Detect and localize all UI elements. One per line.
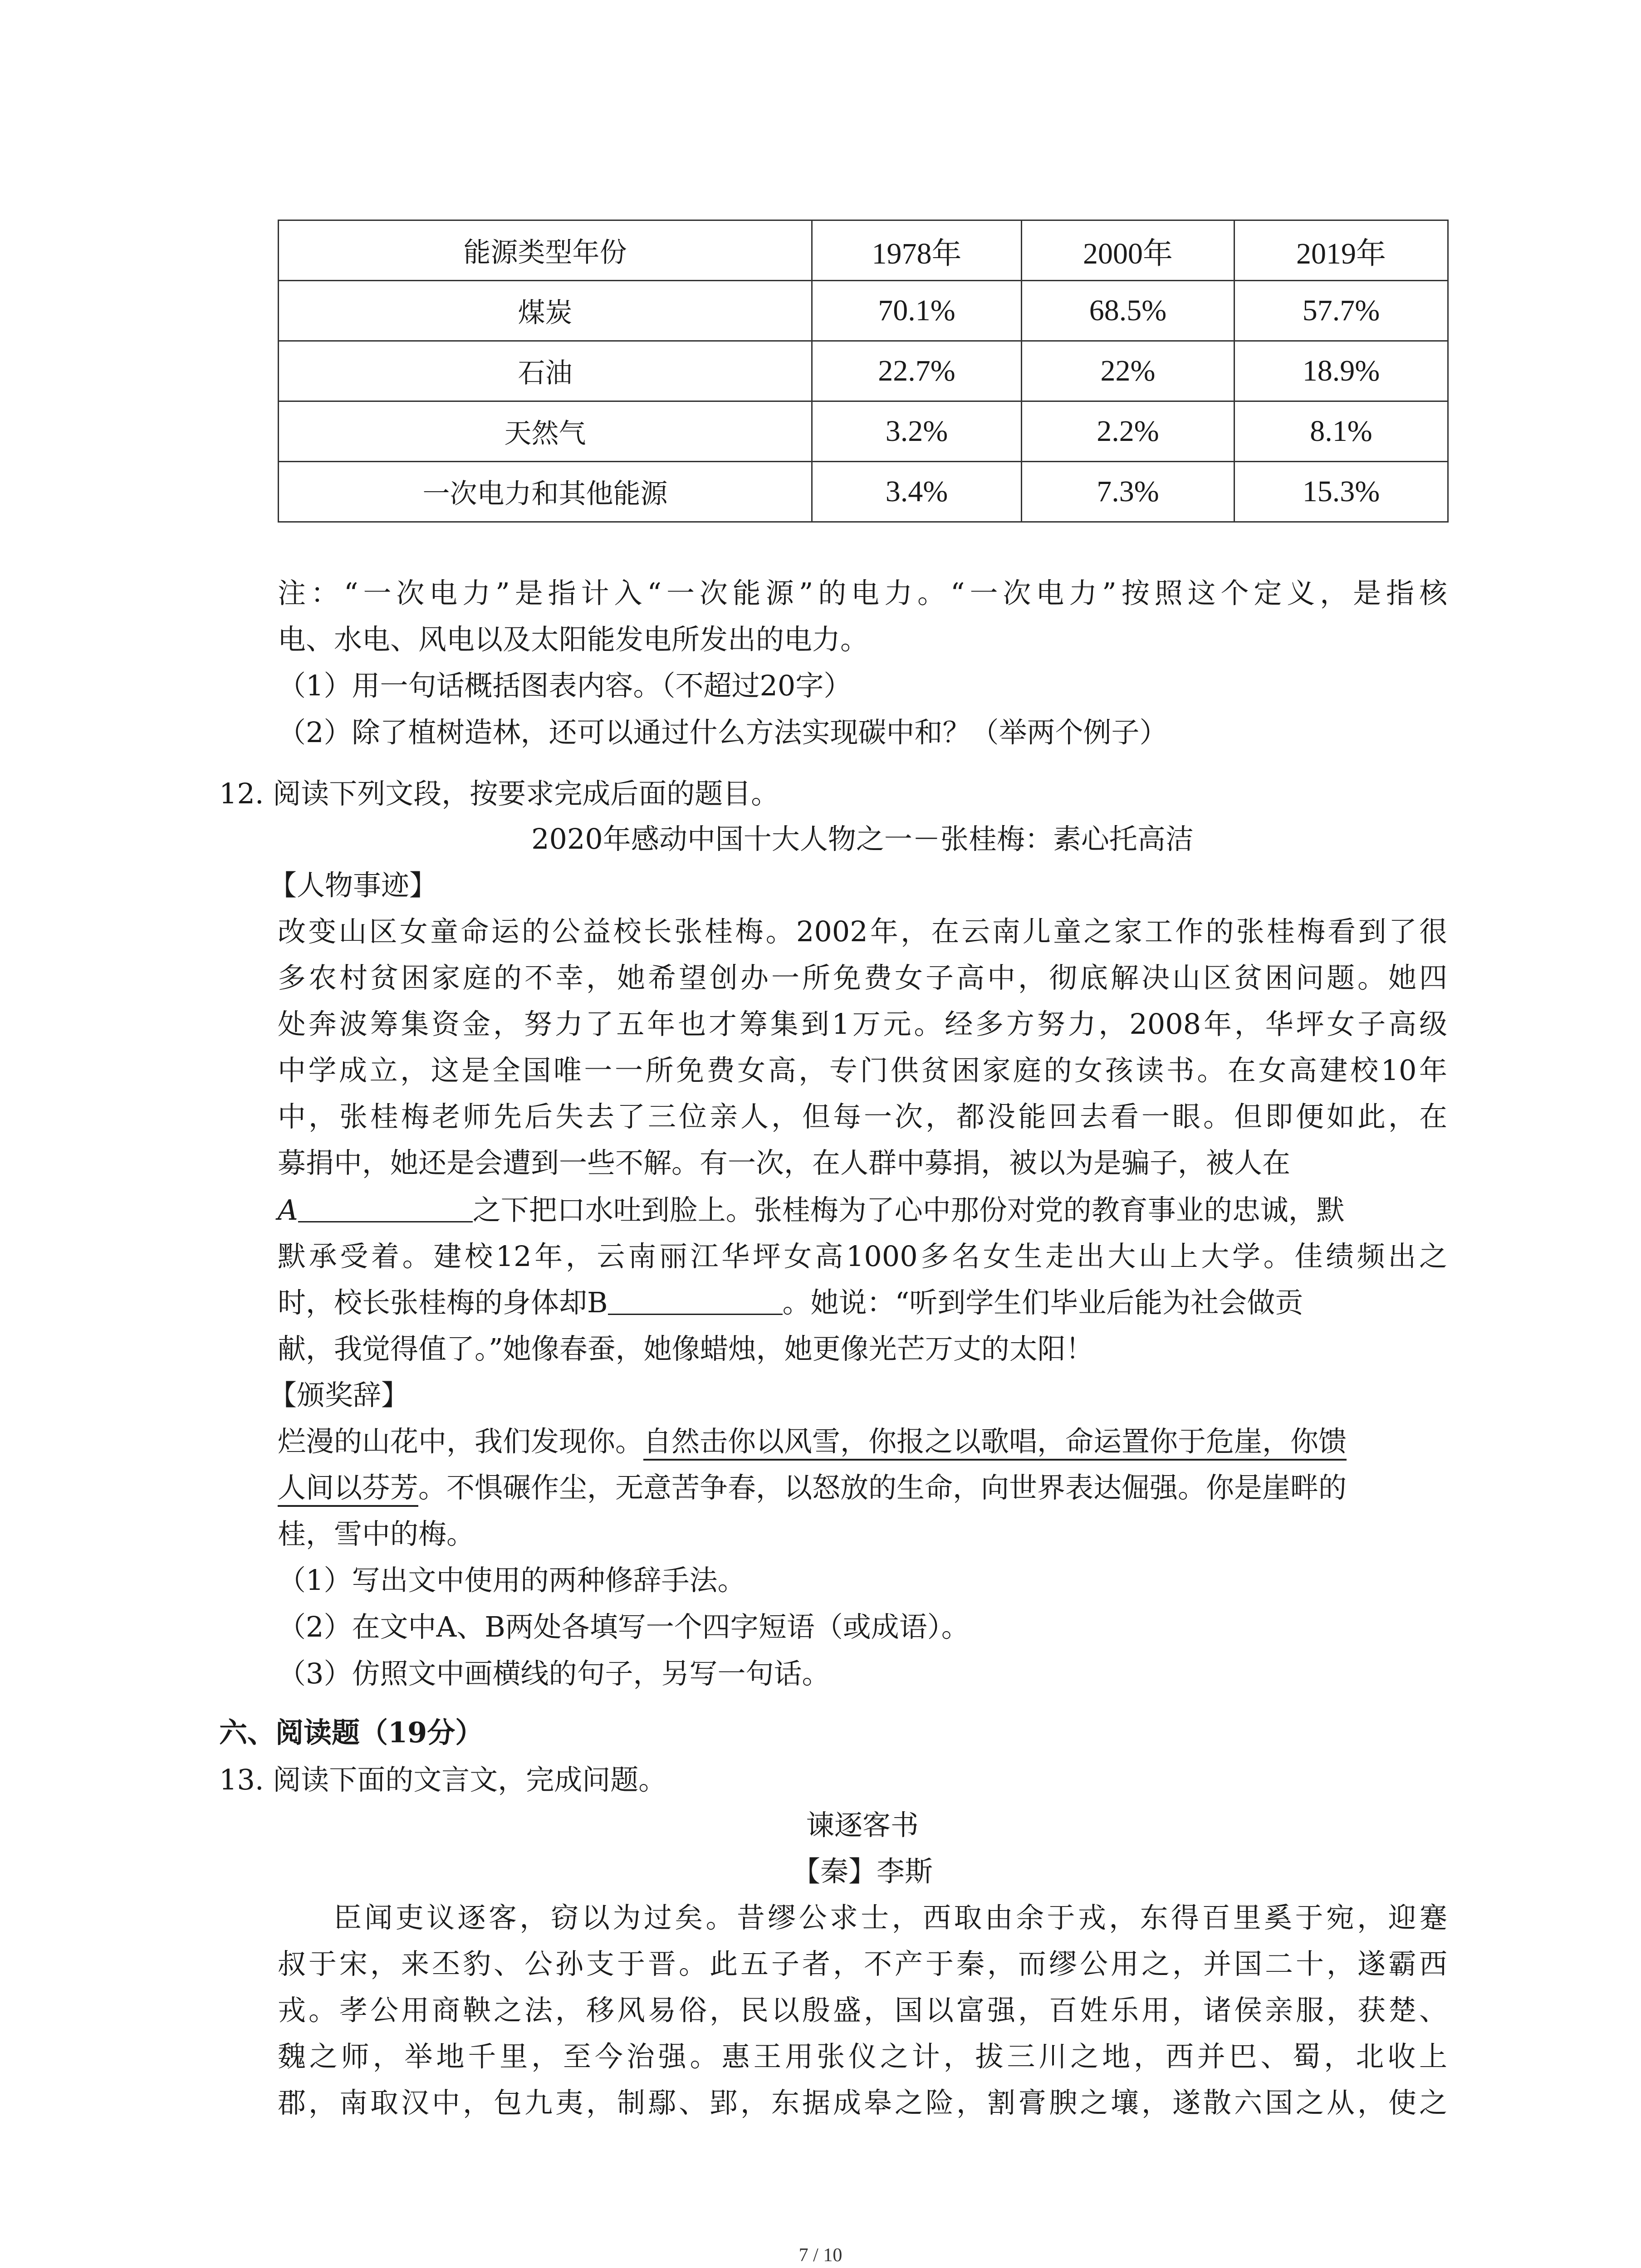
passage-line: 处奔波筹集资金，努力了五年也才筹集到1万元。经多方努力，2008年，华坪女子高级	[278, 1007, 1447, 1041]
table-row	[279, 341, 1448, 401]
passage-text: 。不惧碾作尘，无意苦争春，以怒放的生命，向世界表达倔强。你是崖畔的	[418, 1471, 1347, 1504]
passage-text: 。她说：“听到学生们毕业后能为社会做贡	[782, 1286, 1303, 1319]
passage-line: 募捐中，她还是会遭到一些不解。有一次，在人群中募捐，被以为是骗子，被人在	[278, 1146, 1291, 1179]
page-number: 7 / 10	[798, 2245, 843, 2266]
table-cell: 22%	[1022, 341, 1234, 401]
passage-line: 改变山区女童命运的公益校长张桂梅。2002年，在云南儿童之家工作的张桂梅看到了很	[278, 915, 1447, 948]
classical-text-line: 魏之师，举地千里，至今治强。惠王用张仪之计，拔三川之地，西并巴、蜀，北收上	[278, 2040, 1447, 2073]
passage-text: 时，校长张桂梅的身体却B	[278, 1286, 608, 1319]
passage-line: 默承受着。建校12年，云南丽江华坪女高1000多名女生走出大山上大学。佳绩频出之	[278, 1240, 1447, 1273]
table-row	[279, 462, 1448, 522]
question-stem: 12. 阅读下列文段，按要求完成后面的题目。	[219, 777, 779, 810]
passage-line	[278, 1285, 1303, 1321]
underlined-sentence: 人间以芬芳	[278, 1471, 418, 1507]
table-cell: 68.5%	[1022, 281, 1234, 341]
blank-label-a: A	[278, 1193, 298, 1227]
table-cell: 石油	[279, 341, 812, 401]
passage-line: 多农村贫困家庭的不幸，她希望创办一所免费女子高中，彻底解决山区贫困问题。她四	[278, 961, 1447, 994]
table-cell: 8.1%	[1234, 401, 1448, 462]
classical-text-line: 郡，南取汉中，包九夷，制鄢、郢，东据成皋之险，割膏腴之壤，遂散六国之从，使之	[278, 2086, 1447, 2119]
passage-title: 谏逐客书	[806, 1809, 919, 1842]
passage-line: 中，张桂梅老师先后失去了三位亲人，但每一次，都没能回去看一眼。但即便如此，在	[278, 1100, 1447, 1133]
table-header-row	[279, 220, 1448, 281]
question-stem: 13. 阅读下面的文言文，完成问题。	[219, 1763, 667, 1796]
passage-title: 2020年感动中国十大人物之一－张桂梅：素心托高洁	[531, 822, 1194, 855]
blank-a[interactable]	[298, 1194, 473, 1222]
underlined-sentence: 自然击你以风雪，你报之以歌唱，命运置你于危崖，你馈	[643, 1425, 1347, 1461]
section-title: 六、阅读题（19分）	[219, 1716, 484, 1749]
classical-text-line: 臣闻吏议逐客，窃以为过矣。昔缪公求士，西取由余于戎，东得百里奚于宛，迎蹇	[333, 1901, 1447, 1934]
sub-question: （1）用一句话概括图表内容。（不超过20字）	[278, 669, 852, 702]
energy-table	[278, 220, 1449, 523]
passage-line	[278, 1192, 1345, 1228]
table-header-cell: 能源类型年份	[279, 220, 812, 281]
table-header-cell: 2000年	[1022, 220, 1234, 281]
table-row	[279, 401, 1448, 462]
table-cell: 煤炭	[279, 281, 812, 341]
passage-line: 献，我觉得值了。”她像春蚕，她像蜡烛，她更像光芒万丈的太阳！	[278, 1332, 1094, 1365]
passage-text: 烂漫的山花中，我们发现你。	[278, 1425, 644, 1458]
table-cell: 22.7%	[812, 341, 1022, 401]
passage-author: 【秦】李斯	[792, 1855, 933, 1888]
passage-line: 中学成立，这是全国唯一一所免费女高，专门供贫困家庭的女孩读书。在女高建校10年	[278, 1054, 1447, 1087]
table-header-cell: 2019年	[1234, 220, 1448, 281]
sub-question: （2）在文中A、B两处各填写一个四字短语（或成语）。	[278, 1610, 970, 1643]
table-cell: 57.7%	[1234, 281, 1448, 341]
table-cell: 天然气	[279, 401, 812, 462]
table-cell: 2.2%	[1022, 401, 1234, 462]
table-cell: 3.4%	[812, 462, 1022, 522]
table-cell: 3.2%	[812, 401, 1022, 462]
classical-text-line: 戎。孝公用商鞅之法，移风易俗，民以殷盛，国以富强，百姓乐用，诸侯亲服，获楚、	[278, 1994, 1447, 2027]
table-cell: 一次电力和其他能源	[279, 462, 812, 522]
classical-text-line: 叔于宋，来丕豹、公孙支于晋。此五子者，不产于秦，而缪公用之，并国二十，遂霸西	[278, 1947, 1447, 1980]
sub-question: （3）仿照文中画横线的句子，另写一句话。	[278, 1657, 830, 1690]
blank-b[interactable]	[608, 1286, 783, 1315]
table-row	[279, 281, 1448, 341]
table-cell: 18.9%	[1234, 341, 1448, 401]
section-heading: 【人物事迹】	[269, 869, 438, 902]
passage-text: 之下把口水吐到脸上。张桂梅为了心中那份对党的教育事业的忠诚，默	[472, 1193, 1345, 1227]
sub-question: （2）除了植树造林，还可以通过什么方法实现碳中和？（举两个例子）	[278, 716, 1168, 749]
passage-line	[278, 1423, 1347, 1460]
sub-question: （1）写出文中使用的两种修辞手法。	[278, 1564, 746, 1597]
table-cell: 7.3%	[1022, 462, 1234, 522]
table-cell: 70.1%	[812, 281, 1022, 341]
table-cell: 15.3%	[1234, 462, 1448, 522]
section-heading: 【颁奖辞】	[269, 1378, 410, 1412]
passage-line: 桂，雪中的梅。	[278, 1517, 475, 1550]
table-note: 注：“一次电力”是指计入“一次能源”的电力。“一次电力”按照这个定义，是指核	[278, 577, 1447, 610]
table-note: 电、水电、风电以及太阳能发电所发出的电力。	[278, 623, 869, 656]
passage-line	[278, 1470, 1347, 1506]
table-header-cell: 1978年	[812, 220, 1022, 281]
